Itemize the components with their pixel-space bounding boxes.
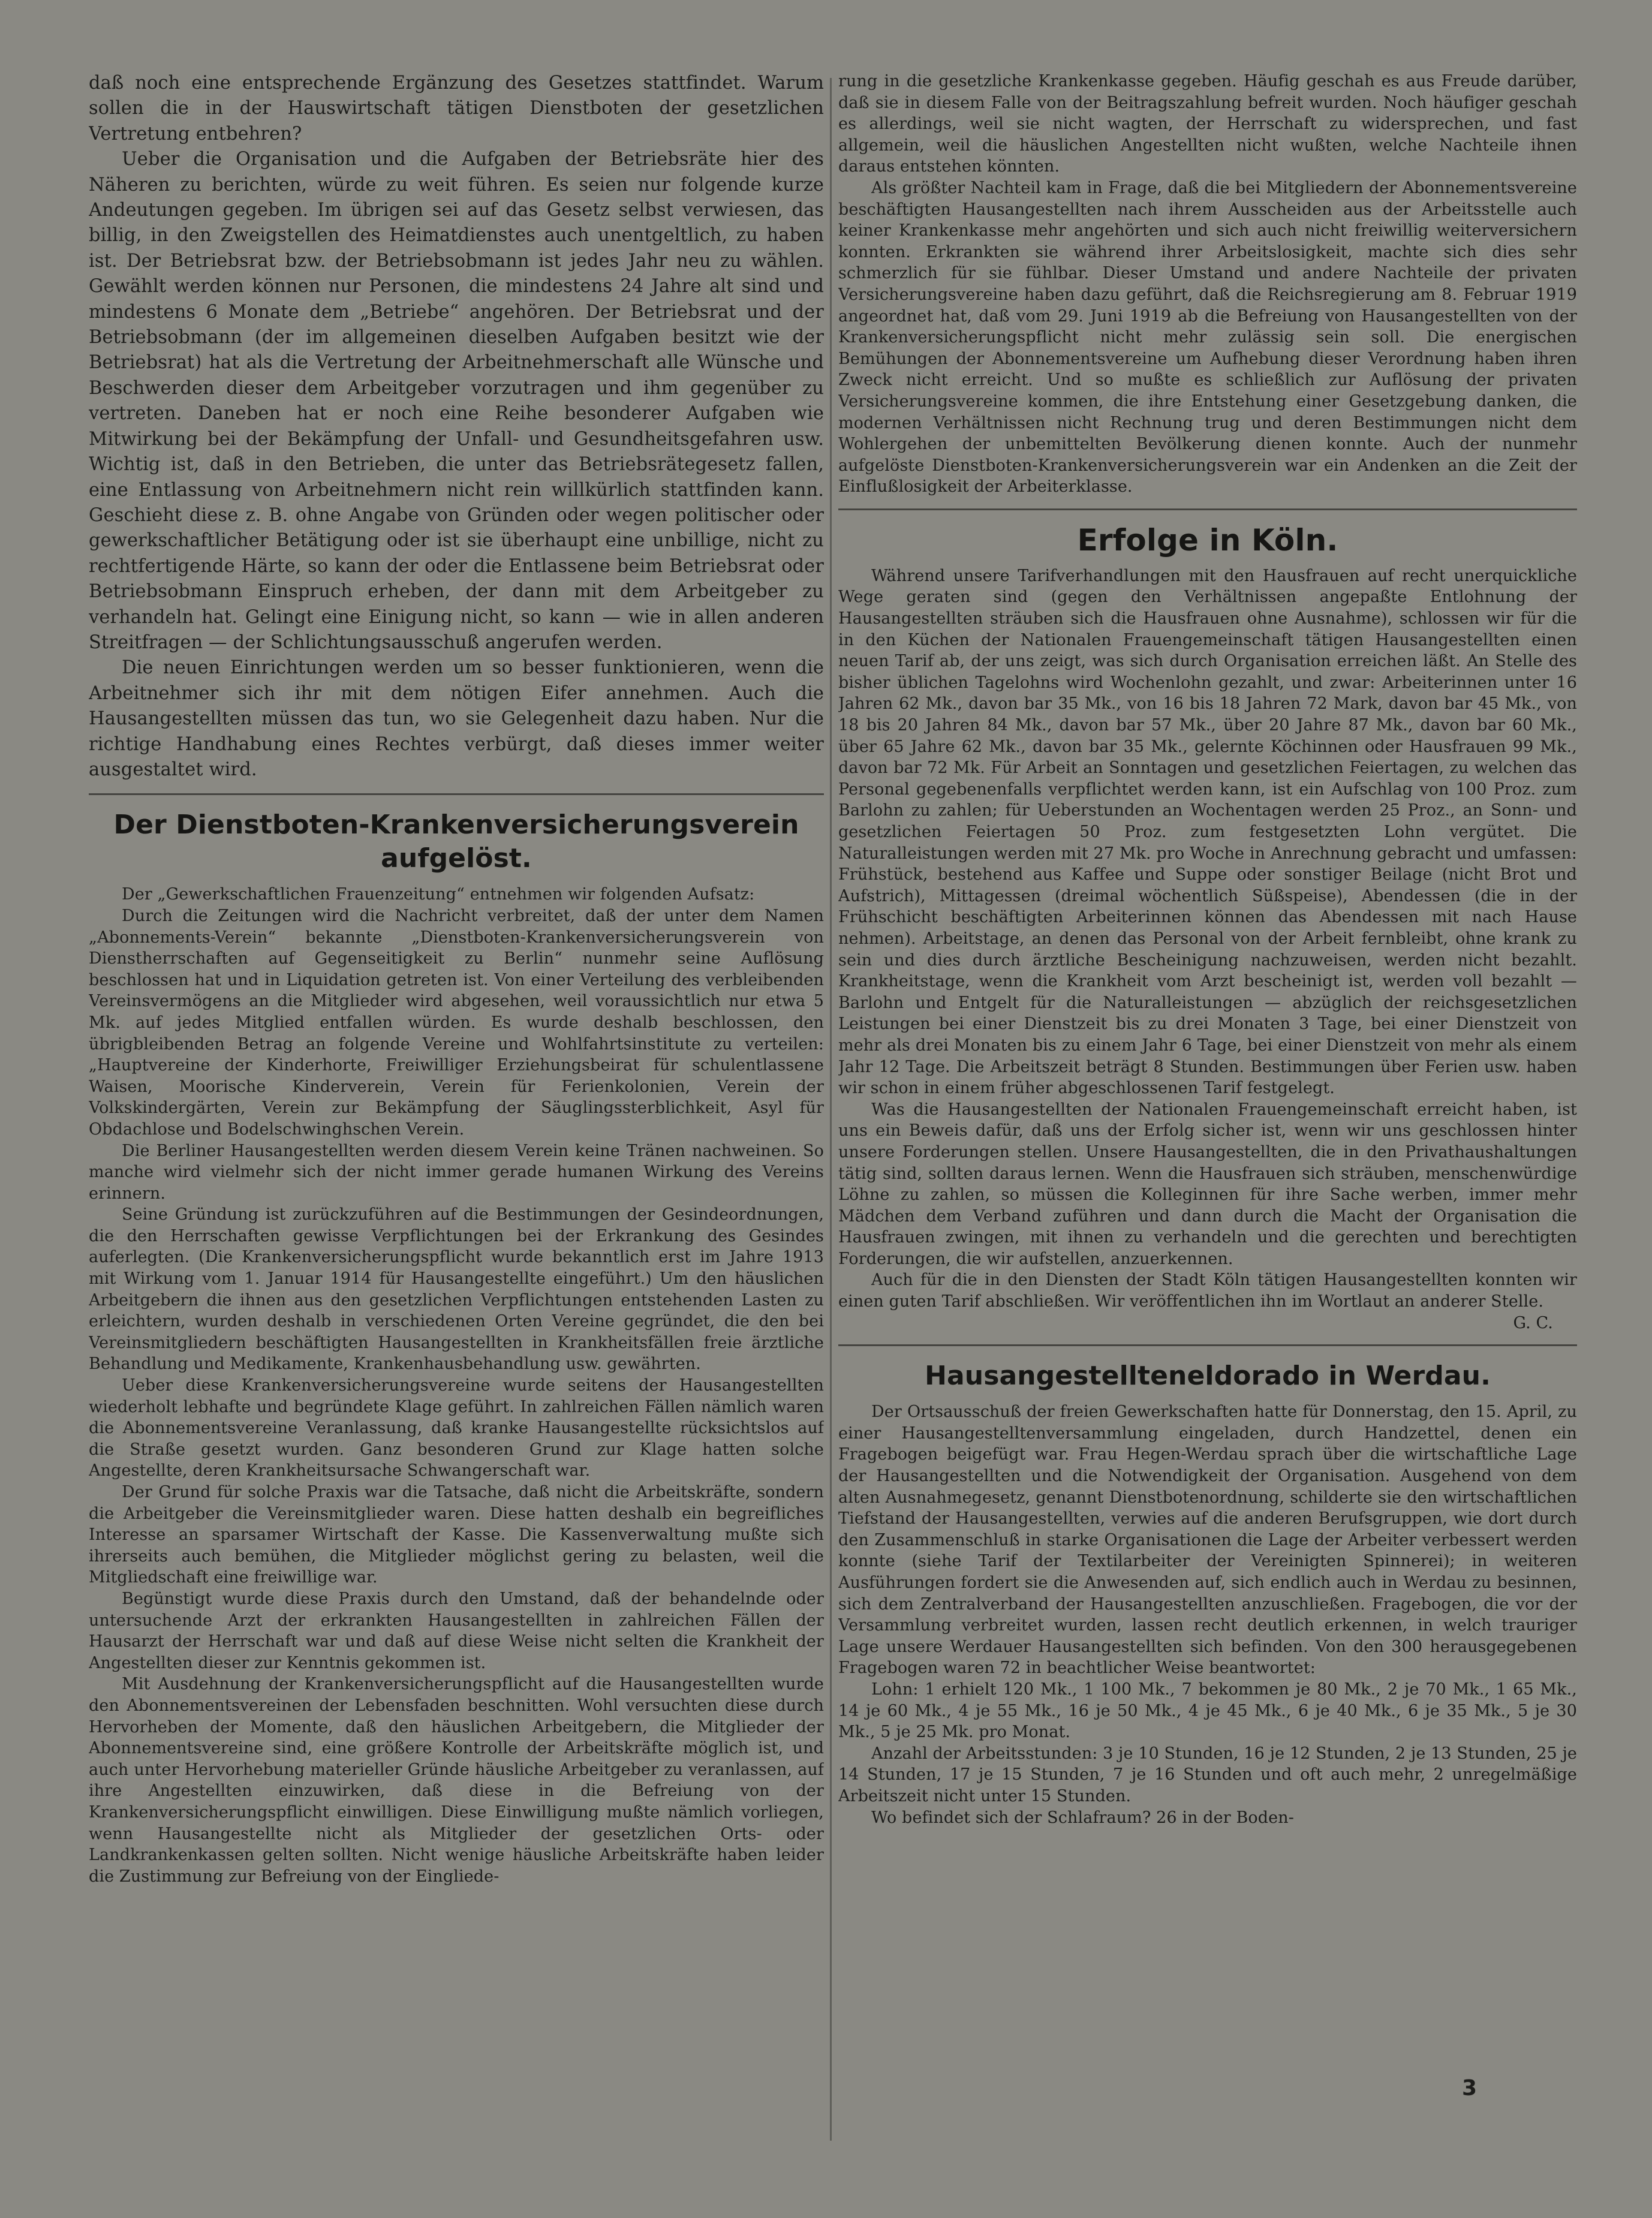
paragraph: Anzahl der Arbeitsstunden: 3 je 10 Stunden, 16 je 12 Stunden, 2 je 13 Stunden, 25 je 14 Stunden, 17 je 15 Stunden, 7 je 16 Stunden und oft auch mehr, 2 unregelmäßige Arbeitszeit nicht unter 15 Stunden. [838,1744,1577,1805]
paragraph: Durch die Zeitungen wird die Nachricht verbreitet, daß der unter dem Namen „Abonnements-Verein“ bekannte „Dienstboten-Krankenversicherungsverein von Dienstherrschaften auf Gegenseitigkeit zu Berlin“ nunmehr seine Auflösung beschlossen hat und in Liquidation getreten ist. Von einer Verteilung des verbleibenden Vereinsvermögens an die Mitglieder wird abgesehen, weil voraussichtlich nur etwa 5 Mk. auf jedes Mitglied entfallen würden. Es wurde deshalb beschlossen, den übrigbleibenden Betrag an folgende Vereine und Wohlfahrtsinstitute zu verteilen: „Hauptvereine der Kinderhorte, Freiwilliger Erziehungsbeirat für schulentlassene Waisen, Moorische Kinderverein, Verein für Ferienkolonien, Verein der Volkskindergärten, Verein zur Bekämpfung der Säuglingssterblichkeit, Asyl für Obdachlose und Bodelschwinghschen Verein. [89,906,824,1139]
paragraph: Die neuen Einrichtungen werden um so besser funktionieren, wenn die Arbeitnehmer sich ihr mit dem nötigen Eifer annehmen. Auch die Hausangestellten müssen das tun, wo sie Gelegenheit dazu haben. Nur die richtige Handhabung eines Rechtes verbürgt, daß dieses immer weiter ausgestaltet wird. [89,657,824,780]
author-signature: G. C. [1513,1313,1553,1332]
paragraph: Seine Gründung ist zurückzuführen auf die Bestimmungen der Gesindeordnungen, die den Herrschaften gewisse Verpflichtungen bei der Erkrankung des Gesindes auferlegten. (Die Krankenversicherungspflicht wurde bekanntlich erst im Jahre 1913 mit Wirkung vom 1. Januar 1914 für Hausangestellte eingeführt.) Um den häuslichen Arbeitgebern die ihnen aus den gesetzlichen Verpflichtungen entstehenden Lasten zu erleichtern, wurden deshalb in verschiedenen Orten Vereine gegründet, die den bei Vereinsmitgliedern beschäftigten Hausangestellten in Krankheitsfällen freie ärztliche Behandlung und Medikamente, Krankenhausbehandlung usw. gewährten. [89,1205,824,1374]
paragraph: Der „Gewerkschaftlichen Frauenzeitung“ entnehmen wir folgenden Aufsatz: [122,885,755,904]
paragraph: rung in die gesetzliche Krankenkasse gegeben. Häufig geschah es aus Freude darüber, daß sie in diesem Falle von der Beitragszahlung befreit wurden. Noch häufiger geschah es allerdings, weil sie nicht wagten, der Herrschaft zu widersprechen, und fast allgemein, weil die häuslichen Angestellten nicht wußten, welche Nachteile ihnen daraus entstehen könnten. [838,72,1577,176]
column-rule [830,78,832,2141]
paragraph: Lohn: 1 erhielt 120 Mk., 1 100 Mk., 7 bekommen je 80 Mk., 2 je 70 Mk., 1 65 Mk., 14 je 60 Mk., 4 je 55 Mk., 16 je 50 Mk., 4 je 45 Mk., 6 je 40 Mk., 6 je 35 Mk., 5 je 30 Mk., 5 je 25 Mk. pro Monat. [838,1680,1577,1742]
paragraph: Wo befindet sich der Schlafraum? 26 in der Boden- [871,1808,1294,1827]
paragraph: Während unsere Tarifverhandlungen mit den Hausfrauen auf recht unerquickliche Wege geraten sind (gegen den Verhältnissen angepaßte Entlohnung der Hausangestellten sträuben sich die Hausfrauen ohne Ausnahme), schlossen wir für die in den Küchen der Nationalen Frauengemeinschaft tätigen Hausangestellten einen neuen Tarif ab, der uns zeigt, was sich durch Organisation erreichen läßt. An Stelle des bisher üblichen Tagelohns wird Wochenlohn gezahlt, und zwar: Arbeiterinnen unter 16 Jahren 62 Mk., davon bar 35 Mk., von 16 bis 18 Jahren 72 Mark, davon bar 45 Mk., von 18 bis 20 Jahren 84 Mk., davon bar 57 Mk., über 20 Jahre 87 Mk., davon bar 60 Mk., über 65 Jahre 62 Mk., davon bar 35 Mk., gelernte Köchinnen oder Hausfrauen 99 Mk., davon bar 72 Mk. Für Arbeit an Sonntagen und gesetzlichen Feiertagen, zu welchen das Personal gegebenenfalls verpflichtet werden kann, ist ein Aufschlag von 100 Proz. zum Barlohn zu zahlen; für Ueberstunden an Wochentagen werden 25 Proz., an Sonn- und gesetzlichen Feiertagen 50 Proz. zum festgesetzten Lohn vergütet. Die Naturalleistungen werden mit 27 Mk. pro Woche in Anrechnung gebracht und umfassen: Frühstück, bestehend aus Kaffee und Suppe oder sonstiger Beilage (nicht Brot und Aufstrich), Mittagessen (dreimal wöchentlich Süßspeise), Abendessen (die in der Frühschicht beschäftigten Arbeiterinnen können das Abendessen mit nach Hause nehmen). Arbeitstage, an denen das Personal von der Arbeit fernbleibt, ohne krank zu sein und dies durch ärztliche Bescheinigung nachzuweisen, werden nicht bezahlt. Krankheitstage, wenn die Krankheit vom Arzt bescheinigt ist, werden voll bezahlt — Barlohn und Entgelt für die Naturalleistungen — abzüglich der reichsgesetzlichen Leistungen bei einer Dienstzeit bis zu drei Monaten 3 Tage, bei einer Dienstzeit von mehr als drei Monaten bis zu einem Jahr 6 Tage, bei einer Dienstzeit von mehr als einem Jahr 12 Tage. Die Arbeitszeit beträgt 8 Stunden. Bestimmungen über Ferien usw. haben wir schon in einem früher abgeschlossenen Tarif festgelegt. [838,566,1577,1098]
article-heading-koeln: Erfolge in Köln. [1077,522,1338,558]
paragraph: Was die Hausangestellten der Nationalen Frauengemeinschaft erreicht haben, ist uns ein Beweis dafür, daß uns der Erfolg sicher ist, wenn wir uns geschlossen hinter unsere Forderungen stellen. Unsere Hausangestellten, die in den Privathaushaltungen tätig sind, sollten daraus lernen. Wenn die Hausfrauen sich sträuben, menschenwürdige Löhne zu zahlen, so müssen die Kolleginnen für ihre Sache werben, immer mehr Mädchen dem Verband zuführen und dann durch die Macht der Organisation die Hausfrauen zwingen, mit ihnen zu verhandeln und die gerechten und berechtigten Forderungen, die wir aufstellen, anzuerkennen. [838,1100,1577,1268]
left-column [89,71,824,2181]
paragraph: Ueber die Organisation und die Aufgaben der Betriebsräte hier des Näheren zu berichten, würde zu weit führen. Es seien nur folgende kurze Andeutungen gegeben. Im übrigen sei auf das Gesetz selbst verwiesen, das billig, in den Zweigstellen des Heimatdienstes auch unentgeltlich, zu haben ist. Der Betriebsrat bzw. der Betriebsobmann ist jedes Jahr neu zu wählen. Gewählt werden können nur Personen, die mindestens 24 Jahre alt sind und mindestens 6 Monate dem „Betriebe“ angehören. Der Betriebsrat und der Betriebsobmann (der im allgemeinen dieselben Aufgaben besitzt wie der Betriebsrat) hat als die Vertretung der Arbeitnehmerschaft alle Wünsche und Beschwerden dieser dem Arbeitgeber vorzutragen und ihm gegenüber zu vertreten. Daneben hat er noch eine Reihe besonderer Aufgaben wie Mitwirkung bei der Bekämpfung der Unfall- und Gesundheitsgefahren usw. Wichtig ist, daß in den Betrieben, die unter das Betriebsrätegesetz fallen, eine Entlassung von Arbeitnehmern nicht rein willkürlich stattfinden kann. Geschieht diese z. B. ohne Angabe von Gründen oder wegen politischer oder gewerkschaftlicher Betätigung oder ist sie überhaupt eine unbillige, nicht zu rechtfertigende Härte, so kann der oder die Entlassene beim Betriebsrat oder Betriebsobmann Einspruch erheben, der dann mit dem Arbeitgeber zu verhandeln hat. Gelingt eine Einigung nicht, so kann — wie in allen anderen Streitfragen — der Schlichtungsausschuß angerufen werden. [89,149,824,653]
paragraph: Der Grund für solche Praxis war die Tatsache, daß nicht die Arbeitskräfte, sondern die Arbeitgeber die Vereinsmitglieder waren. Diese hatten deshalb ein begreifliches Interesse an sparsamer Wirtschaft der Kasse. Die Kassenverwaltung mußte sich ihrerseits auch bemühen, die Mitglieder möglichst gering zu belasten, weil die Mitgliedschaft eine freiwillige war. [89,1483,824,1587]
article-heading-dienstboten: Der Dienstboten-Krankenversicherungsverein aufgelöst. [113,809,799,874]
paragraph: Auch für die in den Diensten der Stadt Köln tätigen Hausangestellten konnten wir einen guten Tarif abschließen. Wir veröffentlichen ihn im Wortlaut an anderer Stelle. [838,1271,1577,1311]
paragraph: daß noch eine entsprechende Ergänzung des Gesetzes stattfindet. Warum sollen die in der Hauswirtschaft tätigen Dienstboten der gesetzlichen Vertretung entbehren? [89,73,824,145]
article-heading-werdau: Hausangestellteneldorado in Werdau. [925,1361,1491,1392]
right-column [838,71,1577,2181]
section-divider [838,1344,1577,1346]
paragraph: Mit Ausdehnung der Krankenversicherungspflicht auf die Hausangestellten wurde den Abonnementsvereinen der Lebensfaden beschnitten. Wohl versuchten diese durch Hervorheben der Momente, daß den häuslichen Arbeitgebern, die Mitglieder der Abonnementsvereine sind, eine größere Kontrolle der Arbeitskräfte möglich ist, und auch unter Hervorhebung materieller Gründe häusliche Arbeitgeber zu veranlassen, auf ihre Angestellten einzuwirken, daß diese in die Befreiung von der Krankenversicherungspflicht einwilligen. Diese Einwilligung mußte nämlich vorliegen, wenn Hausangestellte nicht als Mitglieder der gesetzlichen Orts- oder Landkrankenkassen gelten sollten. Nicht wenige häusliche Arbeitskräfte haben leider die Zustimmung zur Befreiung von der Eingliede- [89,1675,824,1886]
section-divider [838,508,1577,510]
paragraph: Begünstigt wurde diese Praxis durch den Umstand, daß der behandelnde oder untersuchende Arzt der erkrankten Hausangestellten in zahlreichen Fällen der Hausarzt der Herrschaft war und daß auf diese Weise nicht selten die Krankheit der Angestellten dieser zur Kenntnis gekommen ist. [89,1589,824,1672]
paragraph: Als größter Nachteil kam in Frage, daß die bei Mitgliedern der Abonnementsvereine beschäftigten Hausangestellten nach ihrem Ausscheiden aus der Arbeitsstelle auch keiner Krankenkasse mehr angehörten und sich auch nicht freiwillig weiterversichern konnten. Erkrankten sie während ihrer Arbeitslosigkeit, machte sich dies sehr schmerzlich für sie fühlbar. Dieser Umstand und andere Nachteile der privaten Versicherungsvereine haben dazu geführt, daß die Reichsregierung am 8. Februar 1919 angeordnet hat, daß vom 29. Juni 1919 ab die Befreiung von Hausangestellten von der Krankenversicherungspflicht nicht mehr zulässig sein soll. Die energischen Bemühungen der Abonnementsvereine um Aufhebung dieser Verordnung haben ihren Zweck nicht erreicht. Und so mußte es schließlich zur Auflösung der privaten Versicherungsvereine kommen, die ihre Entstehung einer Gesetzgebung danken, die modernen Verhältnissen nicht Rechnung trug und deren Bestimmungen nicht dem Wohlergehen der unbemittelten Bevölkerung dienen konnte. Auch der nunmehr aufgelöste Dienstboten-Krankenversicherungsverein war ein Andenken an die Zeit der Einflußlosigkeit der Arbeiterklasse. [838,178,1577,496]
page-number: 3 [1462,2076,1478,2100]
paragraph: Ueber diese Krankenversicherungsvereine wurde seitens der Hausangestellten wiederholt lebhafte und begründete Klage geführt. In zahlreichen Fällen nämlich waren die Abonnementsvereine Veranlassung, daß kranke Hausangestellte rücksichtslos auf die Straße gesetzt wurden. Ganz besonderen Grund zur Klage hatten solche Angestellte, deren Krankheitsursache Schwangerschaft war. [89,1376,824,1480]
paragraph: Der Ortsausschuß der freien Gewerkschaften hatte für Donnerstag, den 15. April, zu einer Hausangestelltenversammlung eingeladen, durch Handzettel, denen ein Fragebogen beigefügt war. Frau Hegen-Werdau sprach über die wirtschaftliche Lage der Hausangestellten und die Notwendigkeit der Organisation. Ausgehend von dem alten Ausnahmegesetz, genannt Dienstbotenordnung, schilderte sie den wirtschaftlichen Tiefstand der Hausangestellten, verwies auf die anderen Berufsgruppen, wie dort durch den Zusammenschluß in starke Organisationen die Lage der Arbeiter verbessert werden konnte (siehe Tarif der Textilarbeiter der Vereinigten Spinnerei); in weiteren Ausführungen fordert sie die Anwesenden auf, sich endlich auch in Werdau zu besinnen, sich dem Zentralverband der Hausangestellten anzuschließen. Fragebogen, die vor der Versammlung verbreitet wurden, lassen recht deutlich erkennen, in welch trauriger Lage unsere Werdauer Hausangestellten sich befinden. Von den 300 herausgegebenen Fragebogen waren 72 in beachtlicher Weise beantwortet: [838,1403,1577,1678]
section-divider [89,793,824,795]
paragraph: Die Berliner Hausangestellten werden diesem Verein keine Tränen nachweinen. So manche wird vielmehr sich der nicht immer gerade humanen Wirkung des Vereins erinnern. [89,1141,824,1203]
